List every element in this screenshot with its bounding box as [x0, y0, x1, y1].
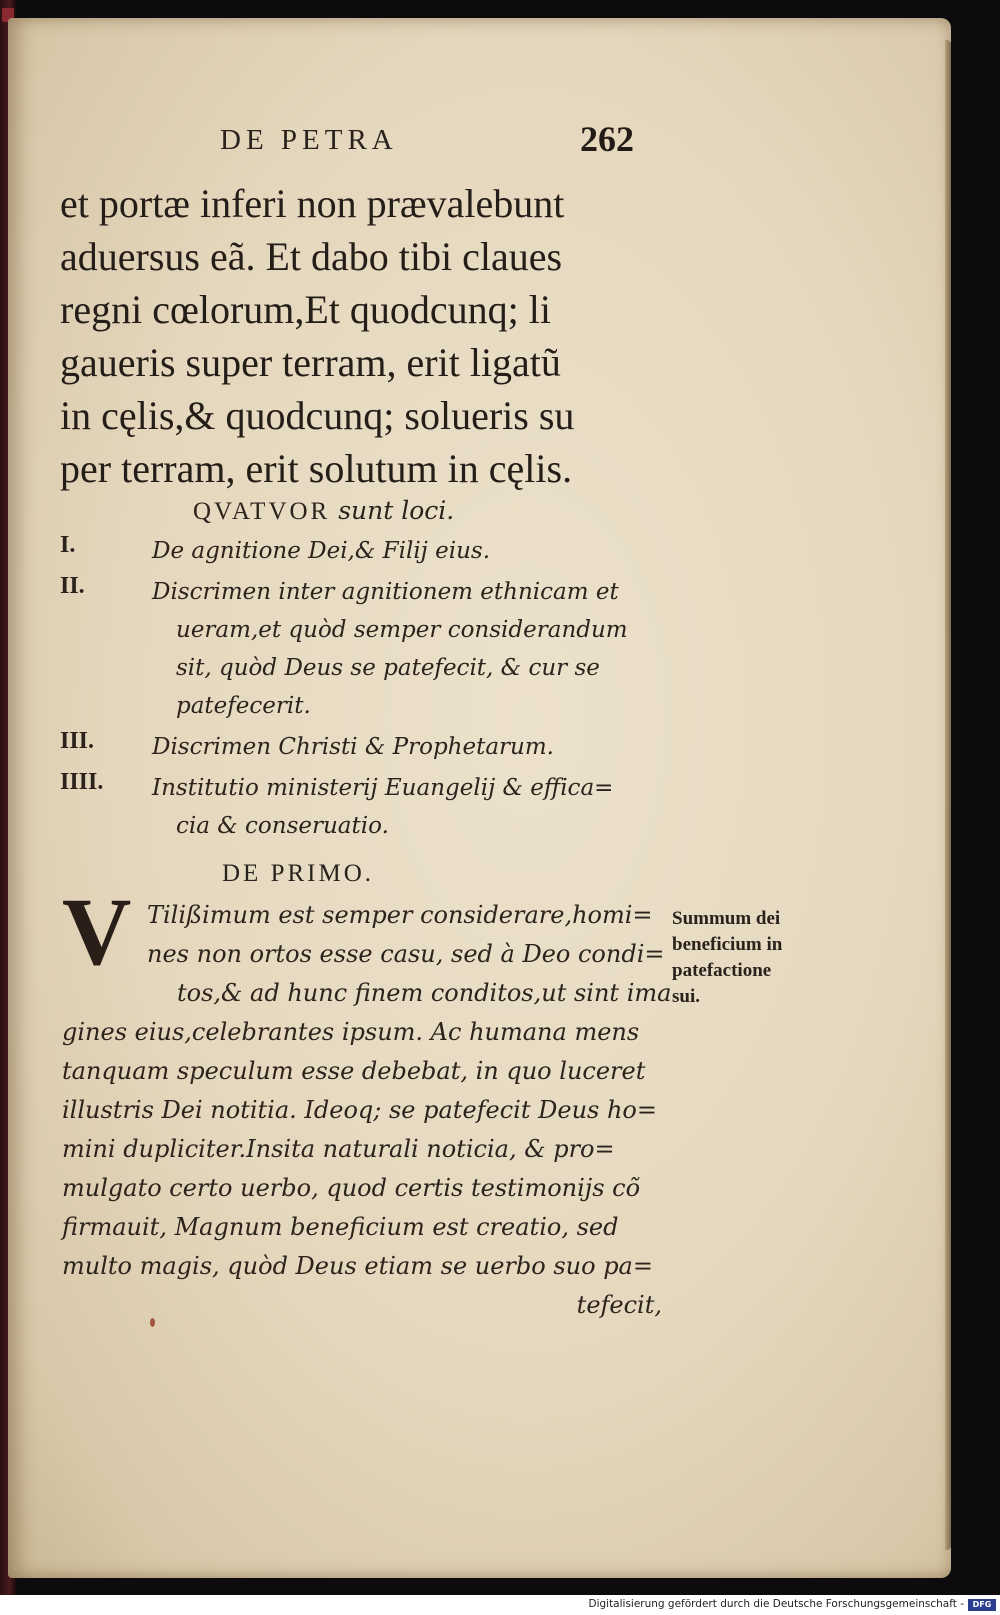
loci-heading [193, 496, 454, 526]
drop-capital: V [62, 878, 132, 985]
loci-heading-caps: QVATVOR [193, 498, 331, 525]
body-line: Tilißimum est semper considerare,homi= [147, 901, 653, 929]
page-fore-edge [945, 40, 951, 1550]
locus-item [60, 573, 660, 725]
catchword: tefecit, [576, 1291, 662, 1319]
body-line: tos,& ad hunc finem conditos,ut sint ima [177, 979, 672, 1007]
locus-item [60, 728, 660, 766]
locus-item [60, 532, 660, 570]
locus-line: patefecerit. [176, 693, 311, 719]
locus-line: Discrimen Christi & Prophetarum. [152, 734, 554, 760]
locus-line: Institutio ministerij Euangelij & effica= [152, 775, 614, 801]
funding-note: Digitalisierung gefördert durch die Deutsche Forschungsgemeinschaft - [588, 1598, 964, 1610]
body-line: multo magis, quòd Deus etiam se uerbo suo pa= [62, 1252, 653, 1280]
body-line: nes non ortos esse casu, sed à Deo condi= [147, 940, 665, 968]
locus-number: I. [60, 532, 76, 558]
locus-number: II. [60, 573, 85, 599]
page-number: 262 [580, 119, 634, 159]
dfg-logo[interactable]: DFG [968, 1599, 996, 1611]
locus-line: ueram,et quòd semper considerandum [176, 617, 628, 643]
section-heading: DE PRIMO. [222, 860, 375, 887]
locus-number: IIII. [60, 769, 104, 795]
locus-line: Discrimen inter agnitionem ethnicam et [152, 579, 619, 605]
locus-line: cia & conseruatio. [176, 813, 389, 839]
body-line: firmauit, Magnum beneficium est creatio, sed [62, 1213, 619, 1241]
text-line: et portæ inferi non prævalebunt [60, 181, 565, 226]
locus-line: De agnitione Dei,& Filij eius. [152, 538, 491, 564]
text-line: aduersus eã. Et dabo tibi claues [60, 234, 563, 279]
text-line: gaueris super terram, erit ligatũ [60, 340, 561, 385]
body-line: illustris Dei notitia. Ideoq; se patefecit Deus ho= [62, 1096, 657, 1124]
locus-item [60, 769, 660, 845]
body-line: tanquam speculum esse debebat, in quo luceret [62, 1057, 646, 1085]
marginal-note-line: patefactione [672, 960, 772, 981]
body-line: mini dupliciter.Insita naturali noticia, & pro= [62, 1135, 615, 1163]
marginal-note-line: sui. [672, 986, 700, 1007]
marginal-note-line: beneficium in [672, 934, 783, 955]
scripture-passage [60, 178, 660, 496]
loci-heading-rest: sunt loci. [338, 496, 455, 525]
body-line: gines eius,celebrantes ipsum. Ac humana mens [62, 1018, 640, 1046]
locus-line: sit, quòd Deus se patefecit, & cur se [176, 655, 600, 681]
loci-list [60, 532, 660, 848]
marginal-note-line: Summum dei [672, 908, 781, 929]
marginal-note [672, 906, 832, 1010]
body-line: mulgato certo uerbo, quod certis testimonijs cõ [62, 1174, 641, 1202]
text-line: in cęlis,& quodcunq; solueris su [60, 393, 575, 438]
text-line: per terram, erit solutum in cęlis. [60, 446, 573, 491]
ink-speck [150, 1318, 155, 1327]
running-head: DE PETRA [220, 124, 398, 156]
locus-number: III. [60, 728, 95, 754]
body-paragraph [62, 896, 672, 1325]
text-line: regni cœlorum,Et quodcunq; li [60, 287, 552, 332]
